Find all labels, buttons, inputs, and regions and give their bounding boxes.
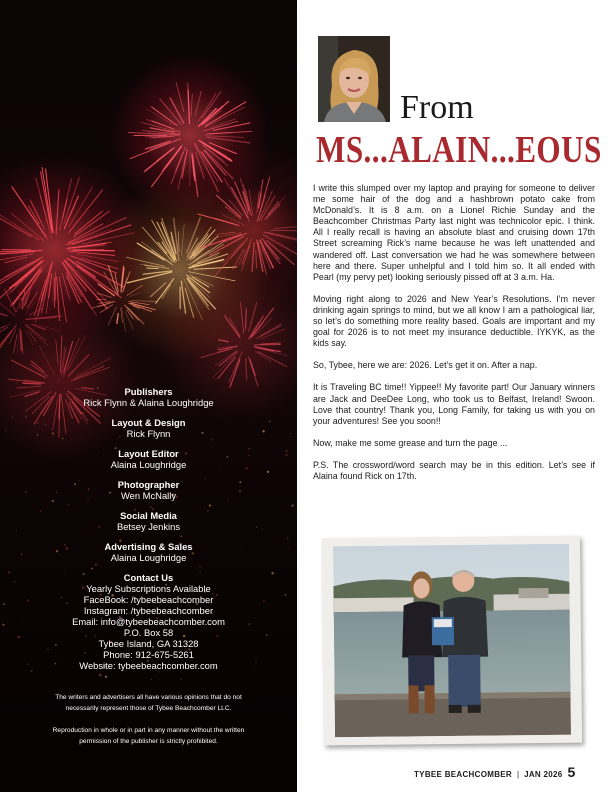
issue-date: JAN 2026 — [524, 770, 563, 779]
firework-spark — [0, 212, 39, 240]
firework-spark — [76, 358, 111, 377]
firework-spark — [256, 250, 257, 268]
firework-spark — [132, 301, 156, 302]
firework-spark — [117, 314, 118, 324]
firework-spark — [53, 274, 54, 303]
firework-spark — [225, 316, 240, 337]
footer-separator: | — [517, 770, 520, 779]
firework-spark — [157, 149, 173, 161]
column-body — [313, 183, 595, 482]
staff-block — [0, 541, 297, 563]
firework-spark — [194, 267, 236, 269]
staff-role: Layout & Design — [111, 417, 186, 428]
column-from-label: From — [400, 89, 474, 126]
staff-block — [0, 572, 297, 671]
firework-spark — [67, 218, 126, 245]
firework-spark — [192, 284, 207, 302]
firework-spark — [0, 299, 15, 315]
firework-spark — [252, 243, 254, 272]
firework-spark — [241, 302, 244, 333]
staff-block — [0, 417, 297, 439]
article-paragraph: Moving right along to 2026 and New Year’s Resolutions. I’m never drinking again springs to mind, but we all know I am a pathological liar, so let’s do something more reality based. Goals are important and my goal for 2026 is to not meet my insurance deductible. IYKYK, as the kids say. — [313, 293, 595, 349]
firework-spark — [74, 366, 104, 379]
firework-ember — [16, 382, 18, 384]
staff-name: Wen McNally — [120, 490, 177, 501]
firework-spark — [0, 254, 33, 263]
firework-spark — [191, 94, 192, 116]
firework-spark — [204, 150, 232, 179]
article-paragraph: I write this slumped over my laptop and praying for someone to deliver me some hair of the dog and a hashbrown potato cake from McDonald’s. It is 8 a.m. on a Lionel Richie Sunday and the Beachcomber Christmas Party last night was technicolor epic. I think. All I really recall is having an absolute blast and cruising down 17th Street screaming Rick’s name because he was left unattended and wandered off. Last conversation we had he was somewhere between here and there. Super unhelpful and I told him so. It all ended with Pearl (my pervy pet) looking seriously pissed off at 3 a.m. Ha. — [313, 183, 595, 282]
firework-spark — [70, 251, 115, 255]
staff-name: Tybee Island, GA 31328 — [98, 638, 199, 649]
firework-spark — [61, 336, 62, 372]
firework-spark — [12, 187, 46, 237]
firework-spark — [151, 283, 166, 297]
firework-spark — [26, 325, 46, 341]
firework-spark — [127, 285, 143, 295]
firework-spark — [201, 107, 224, 126]
firework-spark — [181, 225, 184, 256]
firework-spark — [250, 360, 255, 375]
staff-role: Contact Us — [123, 572, 174, 583]
firework-spark — [147, 268, 159, 269]
firework-spark — [146, 109, 173, 125]
article-paragraph: It is Traveling BC time!! Yippee!! My favorite part! Our January winners are Jack and DeeDee Long, who took us to Belfast, Ireland! Swoon. Love that country! Thank you, Long Family, for taking us with you on your adventures! See you soon!! — [313, 382, 595, 426]
firework-spark — [178, 156, 185, 189]
firework-spark — [0, 209, 31, 237]
disclaimers — [40, 692, 257, 758]
article-paragraph: So, Tybee, here we are: 2026. Let’s get it on. After a nap. — [313, 360, 538, 371]
firework-spark — [192, 154, 197, 197]
firework-spark — [219, 340, 229, 342]
firework-spark — [261, 343, 280, 344]
firework-spark — [176, 83, 184, 112]
disclaimer-text: Reproduction in whole or in part in any manner without the written permission of the publisher is strictly prohibited. — [52, 727, 245, 745]
firework-spark — [162, 285, 170, 298]
firework-spark — [230, 360, 240, 388]
firework-spark — [68, 336, 86, 371]
travel-photo — [322, 536, 582, 746]
firework-spark — [46, 169, 53, 233]
firework-spark — [187, 218, 201, 253]
staff-block — [0, 510, 297, 532]
firework-spark — [97, 293, 111, 297]
author-headshot — [318, 36, 390, 122]
firework-spark — [73, 250, 114, 251]
firework-spark — [225, 207, 240, 219]
firework-spark — [185, 288, 194, 317]
firework-spark — [265, 205, 279, 220]
firework-spark — [231, 243, 244, 258]
staff-name: Website: tybeebeachcomber.com — [79, 660, 218, 671]
firework-spark — [178, 232, 179, 252]
firework-spark — [208, 137, 250, 143]
staff-role: Social Media — [120, 510, 177, 521]
publication-name: TYBEE BEACHCOMBER — [414, 770, 512, 779]
firework-spark — [176, 153, 183, 172]
firework-spark — [258, 352, 287, 367]
firework-spark — [255, 351, 271, 361]
article-paragraph: P.S. The crossword/word search may be in this edition. Let’s see if Alaina found Rick on 17th. — [313, 459, 595, 481]
firework-spark — [56, 190, 59, 234]
firework-spark — [14, 334, 18, 352]
firework-spark — [252, 309, 274, 337]
staff-name: Alaina Loughridge — [110, 552, 187, 563]
firework-spark — [0, 260, 39, 291]
firework-spark — [42, 167, 52, 232]
firework-spark — [246, 359, 247, 380]
firework-spark — [271, 230, 297, 231]
staff-role: Photographer — [117, 479, 180, 490]
staff-block — [0, 448, 297, 470]
firework-spark — [72, 225, 131, 244]
firework-spark — [181, 281, 185, 313]
firework-spark — [17, 328, 19, 355]
firework-spark — [130, 293, 140, 297]
firework-spark — [195, 92, 201, 116]
staff-name: Phone: 912-675-5261 — [103, 649, 194, 660]
firework-spark — [242, 245, 250, 270]
staff-name: Yearly Subscriptions Available — [86, 583, 211, 594]
firework-spark — [19, 289, 20, 307]
staff-name: Instagram: /tybeebeachcomber — [83, 605, 214, 616]
staff-name: Rick Flynn — [126, 428, 171, 439]
firework-spark — [275, 225, 298, 228]
firework-spark — [188, 83, 190, 117]
firework-spark — [56, 340, 58, 363]
staff-block — [0, 386, 297, 408]
staff-name: FaceBook: /tybeebeachcomber — [83, 594, 214, 605]
staff-name: P.O. Box 58 — [123, 627, 174, 638]
column-title: MS...ALAIN...EOUS — [316, 129, 602, 171]
disclaimer-text: The writers and advertisers all have various opinions that do not necessarily represent those of Tybee Beachcomber LLC. — [55, 694, 242, 712]
staff-name: Email: info@tybeebeachcomber.com — [72, 616, 225, 627]
firework-spark — [63, 262, 97, 315]
staff-role: Publishers — [124, 386, 173, 397]
firework-spark — [210, 133, 232, 134]
staff-block — [0, 479, 297, 501]
staff-name: Alaina Loughridge — [110, 459, 187, 470]
article-paragraph: Now, make me some grease and turn the page ... — [313, 437, 508, 448]
firework-spark — [26, 325, 49, 346]
firework-spark — [156, 279, 174, 304]
staff-masthead — [0, 386, 297, 680]
staff-role: Advertising & Sales — [104, 541, 193, 552]
firework-spark — [57, 276, 60, 320]
page-number: 5 — [567, 764, 576, 780]
sidebar — [0, 0, 297, 792]
firework-spark — [125, 312, 133, 330]
firework-spark — [229, 318, 240, 337]
staff-name: Betsey Jenkins — [116, 521, 181, 532]
firework-spark — [20, 330, 21, 351]
firework-spark — [123, 272, 130, 291]
staff-name: Rick Flynn & Alaina Loughridge — [83, 397, 214, 408]
page-footer — [414, 764, 600, 782]
firework-spark — [23, 383, 40, 384]
firework-spark — [152, 121, 173, 129]
firework-spark — [35, 280, 47, 323]
firework-spark — [108, 307, 117, 325]
staff-role: Layout Editor — [118, 448, 179, 459]
firework-spark — [5, 257, 27, 263]
firework-spark — [63, 338, 79, 377]
